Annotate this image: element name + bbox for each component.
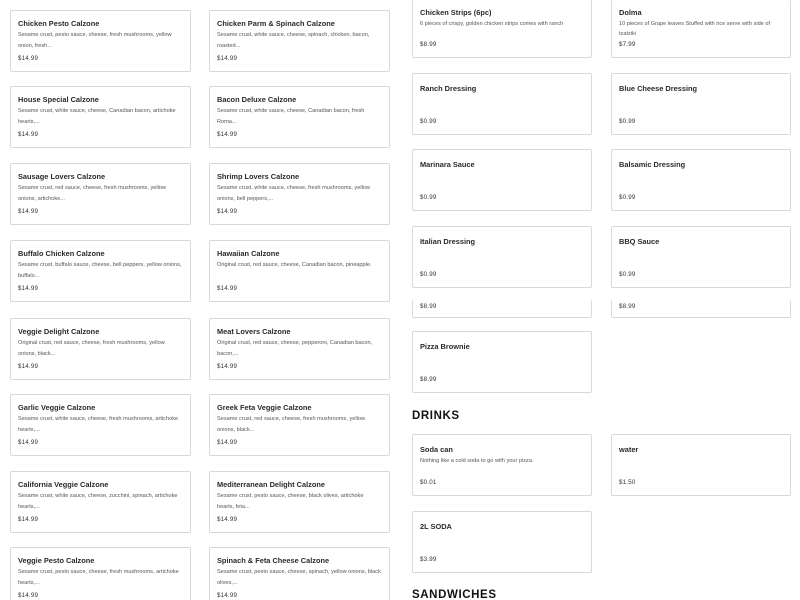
item-name: Chicken Parm & Spinach Calzone: [217, 19, 335, 28]
menu-item-card[interactable]: [209, 318, 390, 380]
item-price: $8.99: [420, 303, 437, 310]
item-description: Nothing like a cold soda to go with your pizza.: [420, 458, 534, 464]
item-price: $14.99: [18, 363, 39, 370]
item-price: $0.01: [420, 479, 437, 486]
item-price: $14.99: [18, 55, 39, 62]
item-name: BBQ Sauce: [619, 237, 660, 246]
menu-item-card[interactable]: [611, 0, 791, 58]
item-price: $14.99: [217, 55, 238, 62]
menu-item-card[interactable]: [611, 73, 791, 135]
menu-item-card[interactable]: [209, 163, 390, 225]
menu-item-card[interactable]: [611, 226, 791, 288]
item-description: 10 pieces of Grape leaves Stuffed with rice serve with side of tzatziki: [619, 21, 771, 37]
item-price: $14.99: [18, 439, 39, 446]
item-description: Sesame crust, pesto sauce, cheese, spinach, yellow onions, black olives,...: [217, 569, 381, 586]
menu-item-card[interactable]: [209, 10, 390, 72]
item-name: Chicken Pesto Calzone: [18, 19, 100, 28]
item-description: Original crust, red sauce, cheese, fresh mushrooms, yellow onions, black...: [18, 340, 165, 357]
item-description: Sesame crust, pesto sauce, cheese, fresh mushrooms, artichoke hearts,...: [18, 569, 179, 586]
menu-item-card[interactable]: [412, 511, 592, 573]
item-name: Meat Lovers Calzone: [217, 327, 291, 336]
menu-item-card[interactable]: [10, 10, 191, 72]
item-price: $14.99: [217, 439, 238, 446]
item-name: Pizza Brownie: [420, 342, 470, 351]
item-name: Veggie Delight Calzone: [18, 327, 100, 336]
item-price: $3.99: [420, 556, 437, 563]
item-description: Sesame crust, red sauce, cheese, fresh mushrooms, yellow onions, artichoke...: [18, 185, 166, 202]
menu-item-card[interactable]: [10, 240, 191, 302]
menu-item-card[interactable]: [412, 331, 592, 393]
menu-item-card[interactable]: [412, 0, 592, 58]
item-price: $0.99: [619, 194, 636, 201]
section-title-sandwiches: SANDWICHES: [412, 589, 497, 600]
menu-item-card[interactable]: [10, 318, 191, 380]
item-price: $8.99: [619, 303, 636, 310]
menu-item-card[interactable]: [611, 434, 791, 496]
item-price: $14.99: [18, 516, 39, 523]
item-price: $8.99: [420, 41, 437, 48]
menu-item-card[interactable]: [611, 149, 791, 211]
menu-item-card[interactable]: [209, 471, 390, 533]
item-description: 6 pieces of crispy, golden chicken strips comes with ranch: [420, 21, 564, 27]
menu-item-card[interactable]: [412, 226, 592, 288]
item-description: Original crust, red sauce, cheese, Canadian bacon, pineapple.: [217, 262, 372, 268]
item-name: water: [619, 445, 639, 454]
item-name: Marinara Sauce: [420, 160, 475, 169]
item-description: Original crust, red sauce, cheese, pepperoni, Canadian bacon, bacon,...: [217, 340, 373, 357]
item-price: $14.99: [217, 592, 238, 599]
item-name: California Veggie Calzone: [18, 480, 109, 489]
item-description: Sesame crust, white sauce, cheese, Canadian bacon, fresh Roma...: [217, 108, 365, 125]
item-price: $7.99: [619, 41, 636, 48]
item-name: Buffalo Chicken Calzone: [18, 249, 105, 258]
item-price: $14.99: [18, 285, 39, 292]
item-price: $14.99: [18, 592, 39, 599]
menu-item-card[interactable]: [10, 394, 191, 456]
item-name: Italian Dressing: [420, 237, 476, 246]
item-description: Sesame crust, white sauce, cheese, zucchini, spinach, artichoke hearts,...: [18, 493, 178, 510]
menu-item-card[interactable]: [412, 73, 592, 135]
menu-item-card[interactable]: [209, 394, 390, 456]
item-description: Sesame crust, buffalo sauce, cheese, bell peppers, yellow onions, buffalo...: [18, 262, 182, 279]
item-description: Sesame crust, white sauce, cheese, fresh mushrooms, yellow onions, bell peppers,...: [217, 185, 370, 202]
item-name: Blue Cheese Dressing: [619, 84, 698, 93]
item-name: Veggie Pesto Calzone: [18, 556, 95, 565]
item-name: Shrimp Lovers Calzone: [217, 172, 300, 181]
item-price: $14.99: [217, 131, 238, 138]
menu-item-card[interactable]: [412, 300, 592, 318]
item-description: Sesame crust, pesto sauce, cheese, black olives, artichoke hearts, feta...: [217, 493, 364, 510]
item-description: Sesame crust, white sauce, cheese, Canadian bacon, artichoke hearts,...: [18, 108, 176, 125]
item-description: Sesame crust, red sauce, cheese, fresh mushrooms, yellow onions, black...: [217, 416, 365, 433]
item-name: Ranch Dressing: [420, 84, 477, 93]
item-name: Soda can: [420, 445, 453, 454]
menu-item-card[interactable]: [10, 86, 191, 148]
item-description: Sesame crust, pesto sauce, cheese, fresh mushrooms, yellow onion, fresh...: [18, 32, 172, 49]
item-price: $14.99: [217, 516, 238, 523]
item-price: $8.99: [420, 376, 437, 383]
menu-item-card[interactable]: [611, 300, 791, 318]
item-price: $14.99: [18, 208, 39, 215]
item-price: $14.99: [217, 208, 238, 215]
menu-item-card[interactable]: [209, 547, 390, 600]
menu-item-card[interactable]: [412, 149, 592, 211]
menu-item-card[interactable]: [10, 471, 191, 533]
item-name: Bacon Deluxe Calzone: [217, 95, 297, 104]
item-name: Spinach & Feta Cheese Calzone: [217, 556, 330, 565]
item-description: Sesame crust, white sauce, cheese, spinach, chicken, bacon, roasted...: [217, 32, 370, 49]
item-price: $0.99: [420, 118, 437, 125]
section-title-drinks: DRINKS: [412, 410, 460, 422]
menu-item-card[interactable]: [10, 163, 191, 225]
item-name: House Special Calzone: [18, 95, 99, 104]
item-name: Mediterranean Delight Calzone: [217, 480, 326, 489]
item-name: Balsamic Dressing: [619, 160, 686, 169]
menu-item-card[interactable]: [209, 86, 390, 148]
item-price: $14.99: [217, 363, 238, 370]
item-price: $14.99: [217, 285, 238, 292]
item-name: 2L SODA: [420, 522, 452, 531]
item-price: $14.99: [18, 131, 39, 138]
item-name: Chicken Strips (6pc): [420, 8, 492, 17]
item-name: Garlic Veggie Calzone: [18, 403, 96, 412]
item-price: $1.50: [619, 479, 636, 486]
item-price: $0.99: [619, 271, 636, 278]
menu-item-card[interactable]: [10, 547, 191, 600]
item-name: Hawaiian Calzone: [217, 249, 280, 258]
menu-item-card[interactable]: [412, 434, 592, 496]
item-name: Dolma: [619, 8, 642, 17]
item-name: Greek Feta Veggie Calzone: [217, 403, 312, 412]
item-price: $0.99: [420, 271, 437, 278]
item-description: Sesame crust, white sauce, cheese, fresh mushrooms, artichoke hearts,...: [18, 416, 179, 433]
item-name: Sausage Lovers Calzone: [18, 172, 106, 181]
item-price: $0.99: [420, 194, 437, 201]
menu-item-card[interactable]: [209, 240, 390, 302]
item-price: $0.99: [619, 118, 636, 125]
